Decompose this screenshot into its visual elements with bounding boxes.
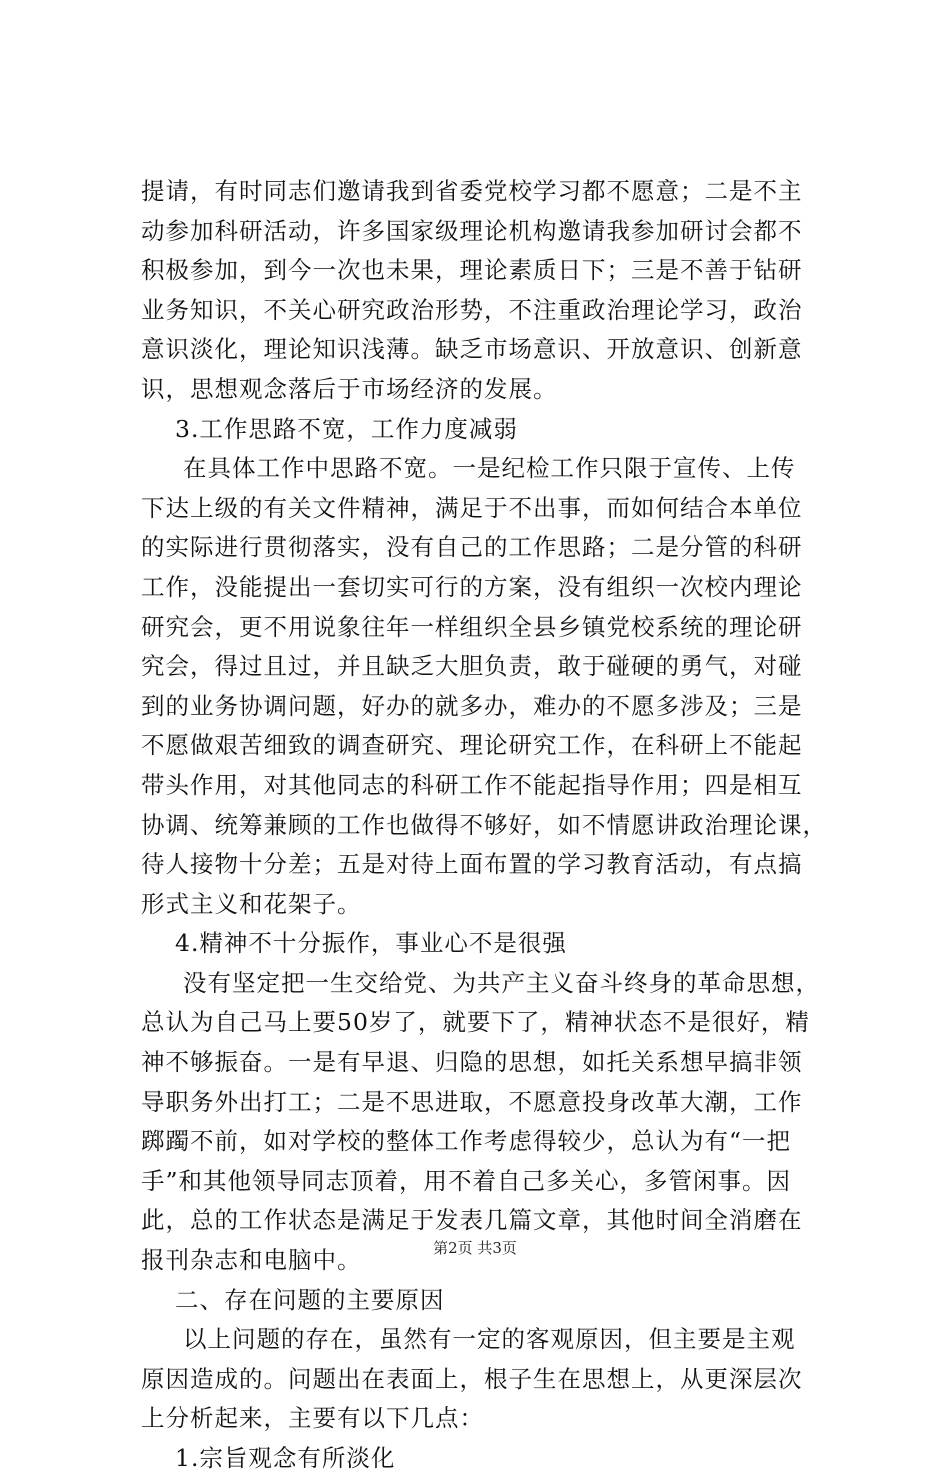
body-line: 原因造成的。问题出在表面上，根子生在思想上，从更深层次 xyxy=(141,1364,803,1393)
body-line: 业务知识，不关心研究政治形势，不注重政治理论学习，政治 xyxy=(141,295,803,324)
body-line: 手”和其他领导同志顶着，用不着自己多关心，多管闲事。因 xyxy=(141,1166,792,1195)
body-line: 上分析起来，主要有以下几点： xyxy=(141,1404,484,1433)
body-line: 在具体工作中思路不宽。一是纪检工作只限于宣传、上传 xyxy=(183,454,796,483)
body-line: 形式主义和花架子。 xyxy=(141,889,362,918)
body-line: 带头作用，对其他同志的科研工作不能起指导作用；四是相互 xyxy=(141,770,803,799)
body-line: 究会，得过且过，并且缺乏大胆负责，敢于碰硬的勇气，对碰 xyxy=(141,652,803,681)
page-footer: 第2页 共3页 xyxy=(433,1239,517,1257)
body-line: 报刊杂志和电脑中。 xyxy=(141,1246,362,1275)
body-line: 动参加科研活动，许多国家级理论机构邀请我参加研讨会都不 xyxy=(141,216,803,245)
section-heading: 1.宗旨观念有所淡化 xyxy=(175,1444,396,1472)
body-line: 研究会，更不用说象往年一样组织全县乡镇党校系统的理论研 xyxy=(141,612,803,641)
body-line: 没有坚定把一生交给党、为共产主义奋斗终身的革命思想， xyxy=(183,968,820,997)
body-line: 此，总的工作状态是满足于发表几篇文章，其他时间全消磨在 xyxy=(141,1206,803,1235)
body-line: 协调、统筹兼顾的工作也做得不够好，如不情愿讲政治理论课， xyxy=(141,810,827,839)
body-line: 识，思想观念落后于市场经济的发展。 xyxy=(141,374,558,403)
body-line: 待人接物十分差；五是对待上面布置的学习教育活动，有点搞 xyxy=(141,850,803,879)
body-line: 到的业务协调问题，好办的就多办，难办的不愿多涉及；三是 xyxy=(141,691,803,720)
body-line: 神不够振奋。一是有早退、归隐的思想，如托关系想早搞非领 xyxy=(141,1048,803,1077)
section-heading: 二、存在问题的主要原因 xyxy=(175,1285,445,1314)
body-line: 的实际进行贯彻落实，没有自己的工作思路；二是分管的科研 xyxy=(141,533,803,562)
section-heading: 4.精神不十分振作，事业心不是很强 xyxy=(175,929,567,958)
body-line: 踯躅不前，如对学校的整体工作考虑得较少，总认为有“一把 xyxy=(141,1127,792,1156)
body-line: 积极参加，到今一次也未果，理论素质日下；三是不善于钻研 xyxy=(141,256,803,285)
body-line: 不愿做艰苦细致的调查研究、理论研究工作，在科研上不能起 xyxy=(141,731,803,760)
body-line: 以上问题的存在，虽然有一定的客观原因，但主要是主观 xyxy=(183,1325,796,1354)
body-line: 总认为自己马上要50岁了，就要下了，精神状态不是很好，精 xyxy=(141,1008,810,1037)
body-line: 下达上级的有关文件精神，满足于不出事，而如何结合本单位 xyxy=(141,493,803,522)
body-line: 导职务外出打工；二是不思进取，不愿意投身改革大潮，工作 xyxy=(141,1087,803,1116)
document-body xyxy=(141,172,831,1479)
body-line: 工作，没能提出一套切实可行的方案，没有组织一次校内理论 xyxy=(141,572,803,601)
body-line: 提请，有时同志们邀请我到省委党校学习都不愿意；二是不主 xyxy=(141,177,803,205)
section-heading: 3.工作思路不宽，工作力度减弱 xyxy=(175,414,518,443)
body-line: 意识淡化，理论知识浅薄。缺乏市场意识、开放意识、创新意 xyxy=(141,335,803,364)
